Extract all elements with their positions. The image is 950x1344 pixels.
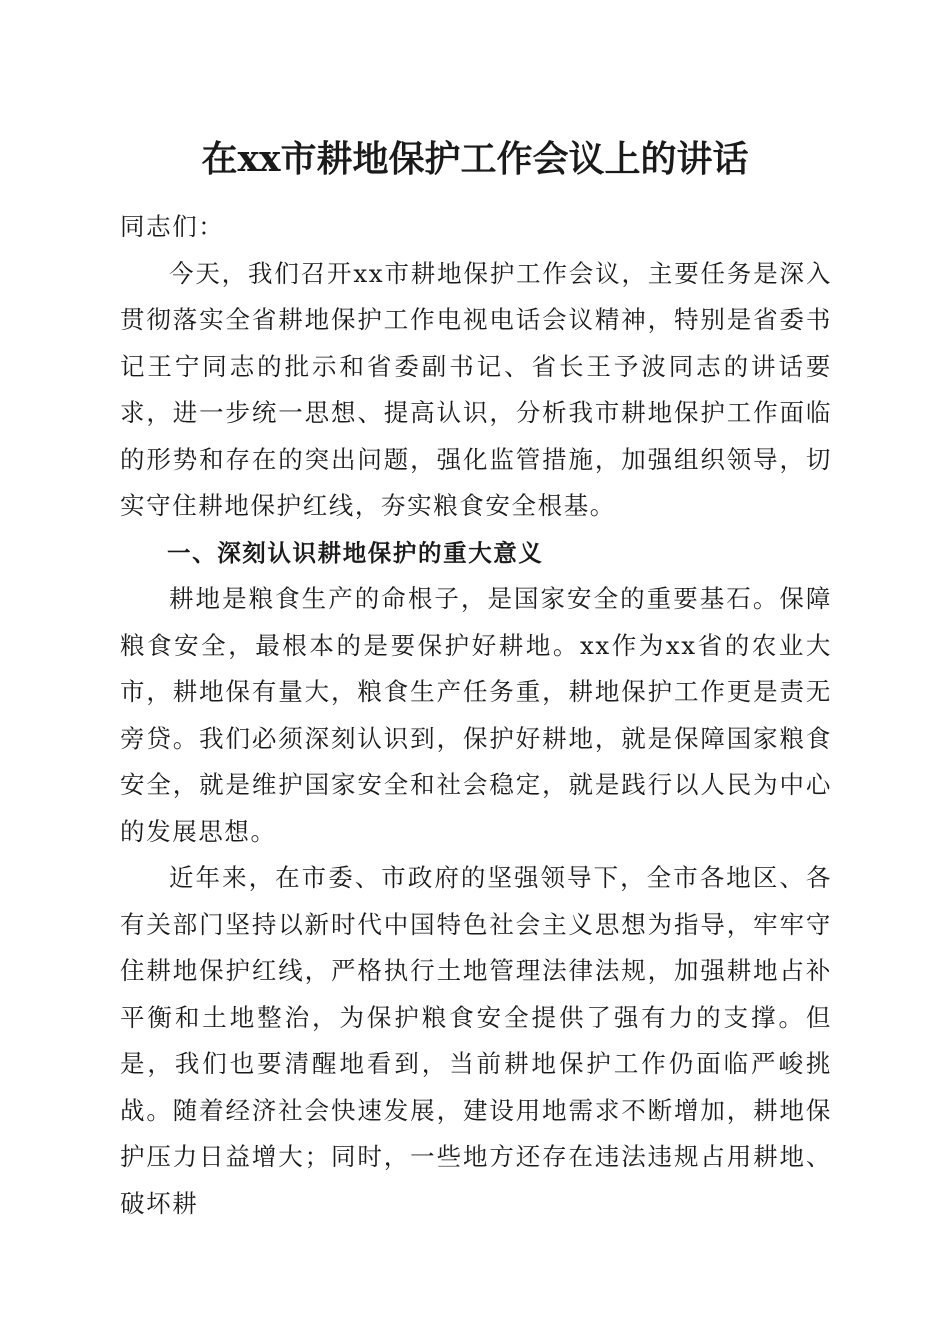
paragraph-recent-years: 近年来，在市委、市政府的坚强领导下，全市各地区、各有关部门坚持以新时代中国特色社会主义思想为指导，牢牢守住耕地保护红线，严格执行土地管理法律法规，加强耕地占补平衡和土地整治，为保护粮食安全提供了强有力的支撑。但是，我们也要清醒地看到，当前耕地保护工作仍面临严峻挑战。随着经济社会快速发展，建设用地需求不断增加，耕地保护压力日益增大；同时，一些地方还存在违法违规占用耕地、破坏耕: [120, 863, 832, 1218]
section-heading: 一、深刻认识耕地保护的重大意义: [167, 538, 544, 567]
document-body: [120, 204, 832, 1227]
paragraph-intro: 今天，我们召开xx市耕地保护工作会议，主要任务是深入贯彻落实全省耕地保护工作电视电话会议精神，特别是省委书记王宁同志的批示和省委副书记、省长王予波同志的讲话要求，进一步统一思想、提高认识，分析我市耕地保护工作面临的形势和存在的突出问题，强化监管措施，加强组织领导，切实守住耕地保护红线，夯实粮食安全根基。: [120, 258, 832, 520]
document-title: 在xx市耕地保护工作会议上的讲话: [201, 138, 749, 180]
salutation: 同志们：: [120, 212, 225, 241]
paragraph-significance: 耕地是粮食生产的命根子，是国家安全的重要基石。保障粮食安全，最根本的是要保护好耕地。xx作为xx省的农业大市，耕地保有量大，粮食生产任务重，耕地保护工作更是责无旁贷。我们必须深刻认识到，保护好耕地，就是保障国家粮食安全，就是维护国家安全和社会稳定，就是践行以人民为中心的发展思想。: [120, 584, 832, 846]
